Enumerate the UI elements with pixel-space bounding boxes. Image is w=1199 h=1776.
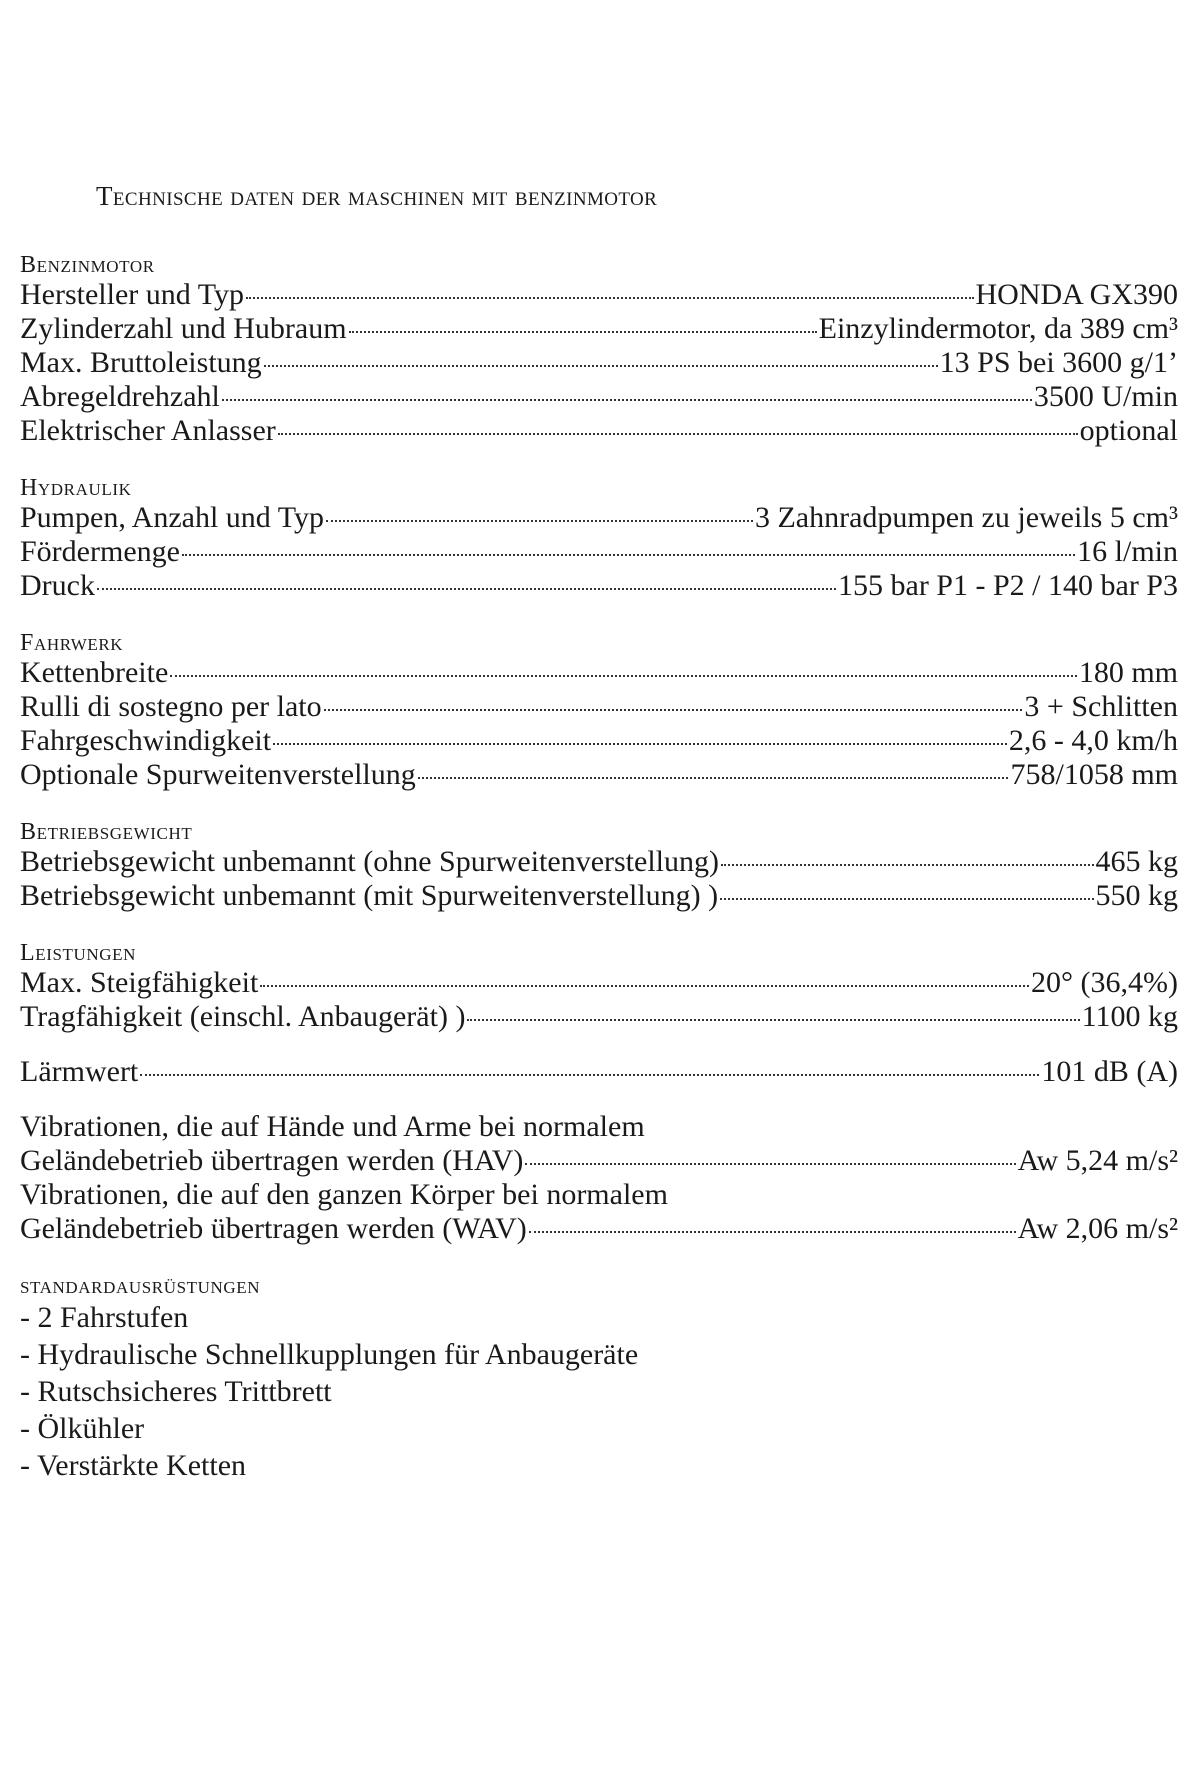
section-betriebsgewicht: [20, 819, 1178, 913]
document-title: Technische daten der maschinen mit benzinmotor: [96, 181, 658, 211]
spec-row: [20, 724, 1178, 758]
spec-row: [20, 501, 1178, 535]
spec-value: 3 Zahnradpumpen zu jeweils 5 cm³: [754, 501, 1178, 534]
spec-value: 180 mm: [1078, 656, 1178, 689]
dot-leader: [525, 1163, 1015, 1165]
spec-value: Einzylindermotor, da 389 cm³: [818, 312, 1178, 345]
spacer: [20, 913, 1178, 940]
spec-value: optional: [1079, 414, 1178, 447]
spec-row: [20, 845, 1178, 879]
dot-leader: [529, 1231, 1016, 1233]
spec-row: [20, 690, 1178, 724]
noise-row: [20, 1055, 1178, 1089]
spec-row: [20, 879, 1178, 913]
list-item: - Rutschsicheres Trittbrett: [20, 1375, 332, 1408]
spacer: [20, 603, 1178, 630]
section-vibrations: [20, 1110, 1178, 1246]
section-title-leistungen: Leistungen: [20, 940, 137, 966]
dot-leader: [97, 588, 836, 590]
noise-label: Lärmwert: [20, 1055, 139, 1088]
wav-description: Vibrationen, die auf den ganzen Körper bei normalem: [20, 1178, 668, 1211]
spec-value: 465 kg: [1095, 845, 1178, 878]
spec-row: [20, 346, 1178, 380]
spec-row: [20, 656, 1178, 690]
spec-value: 16 l/min: [1077, 535, 1178, 568]
list-item: - Hydraulische Schnellkupplungen für Anbaugeräte: [20, 1338, 639, 1371]
dot-leader: [246, 297, 974, 299]
spec-label: Betriebsgewicht unbemannt (mit Spurweitenverstellung) ): [20, 879, 719, 912]
spacer: [20, 448, 1178, 475]
spacer: [20, 1089, 1178, 1110]
dot-leader: [264, 365, 938, 367]
spec-row: [20, 278, 1178, 312]
list-item: - Verstärkte Ketten: [20, 1449, 247, 1482]
spec-value: 155 bar P1 - P2 / 140 bar P3: [838, 569, 1178, 602]
hav-label: Geländebetrieb übertragen werden (HAV): [20, 1144, 524, 1177]
dot-leader: [467, 1019, 1079, 1021]
spacer: [20, 1246, 1178, 1273]
section-standard-equipment: [20, 1273, 1178, 1484]
dot-leader: [721, 864, 1094, 866]
spec-value: 13 PS bei 3600 g/1’: [939, 346, 1178, 379]
spec-value: 758/1058 mm: [1010, 758, 1178, 791]
section-title-fahrwerk: Fahrwerk: [20, 630, 124, 656]
section-title-standard: standardausrüstungen: [20, 1273, 261, 1299]
wav-row: [20, 1212, 1178, 1246]
dot-leader: [222, 399, 1032, 401]
spec-row: [20, 535, 1178, 569]
spec-label: Tragfähigkeit (einschl. Anbaugerät) ): [20, 1000, 466, 1033]
section-hydraulik: [20, 475, 1178, 603]
dot-leader: [182, 554, 1075, 556]
hav-description: Vibrationen, die auf Hände und Arme bei normalem: [20, 1110, 645, 1143]
spec-label: Druck: [20, 569, 95, 602]
hav-row: [20, 1144, 1178, 1178]
spec-label: Zylinderzahl und Hubraum: [20, 312, 347, 345]
dot-leader: [140, 1074, 1039, 1076]
dot-leader: [324, 709, 1023, 711]
section-leistungen: [20, 940, 1178, 1034]
dot-leader: [273, 743, 1007, 745]
hav-value: Aw 5,24 m/s²: [1017, 1144, 1178, 1177]
spec-value: 3500 U/min: [1033, 380, 1178, 413]
wav-label: Geländebetrieb übertragen werden (WAV): [20, 1212, 527, 1245]
spec-label: Kettenbreite: [20, 656, 169, 689]
dot-leader: [278, 433, 1078, 435]
spec-label: Fördermenge: [20, 535, 180, 568]
spec-row: [20, 569, 1178, 603]
spec-value: 550 kg: [1095, 879, 1178, 912]
section-benzinmotor: [20, 252, 1178, 448]
spacer: [20, 792, 1178, 819]
dot-leader: [418, 777, 1009, 779]
spec-label: Max. Bruttoleistung: [20, 346, 262, 379]
spec-value: HONDA GX390: [975, 278, 1178, 311]
dot-leader: [720, 898, 1093, 900]
spec-content: [20, 252, 1178, 1484]
noise-value: 101 dB (A): [1041, 1055, 1178, 1088]
spec-row: [20, 1000, 1178, 1034]
list-item: - 2 Fahrstufen: [20, 1301, 189, 1334]
spec-label: Fahrgeschwindigkeit: [20, 724, 272, 757]
section-title-hydraulik: Hydraulik: [20, 475, 132, 501]
spec-value: 20° (36,4%): [1031, 966, 1178, 999]
section-title-benzinmotor: Benzinmotor: [20, 252, 155, 278]
dot-leader: [349, 331, 817, 333]
spec-label: Hersteller und Typ: [20, 278, 244, 311]
spec-row: [20, 966, 1178, 1000]
spec-label: Pumpen, Anzahl und Typ: [20, 501, 324, 534]
spec-label: Elektrischer Anlasser: [20, 414, 276, 447]
spec-row: [20, 758, 1178, 792]
spec-value: 2,6 - 4,0 km/h: [1008, 724, 1178, 757]
section-title-betriebsgewicht: Betriebsgewicht: [20, 819, 193, 845]
wav-value: Aw 2,06 m/s²: [1017, 1212, 1178, 1245]
dot-leader: [170, 675, 1077, 677]
dot-leader: [260, 985, 1029, 987]
spec-row: [20, 312, 1178, 346]
spec-label: Abregeldrehzahl: [20, 380, 220, 413]
spec-row: [20, 414, 1178, 448]
spec-row: [20, 380, 1178, 414]
spec-value: 3 + Schlitten: [1024, 690, 1178, 723]
spec-label: Max. Steigfähigkeit: [20, 966, 259, 999]
spec-label: Betriebsgewicht unbemannt (ohne Spurweitenverstellung): [20, 845, 719, 878]
section-fahrwerk: [20, 630, 1178, 792]
list-item: - Ölkühler: [20, 1412, 145, 1445]
spec-label: Rulli di sostegno per lato: [20, 690, 322, 723]
dot-leader: [326, 520, 753, 522]
spacer: [20, 1034, 1178, 1055]
spec-value: 1100 kg: [1081, 1000, 1178, 1033]
spec-label: Optionale Spurweitenverstellung: [20, 758, 416, 791]
